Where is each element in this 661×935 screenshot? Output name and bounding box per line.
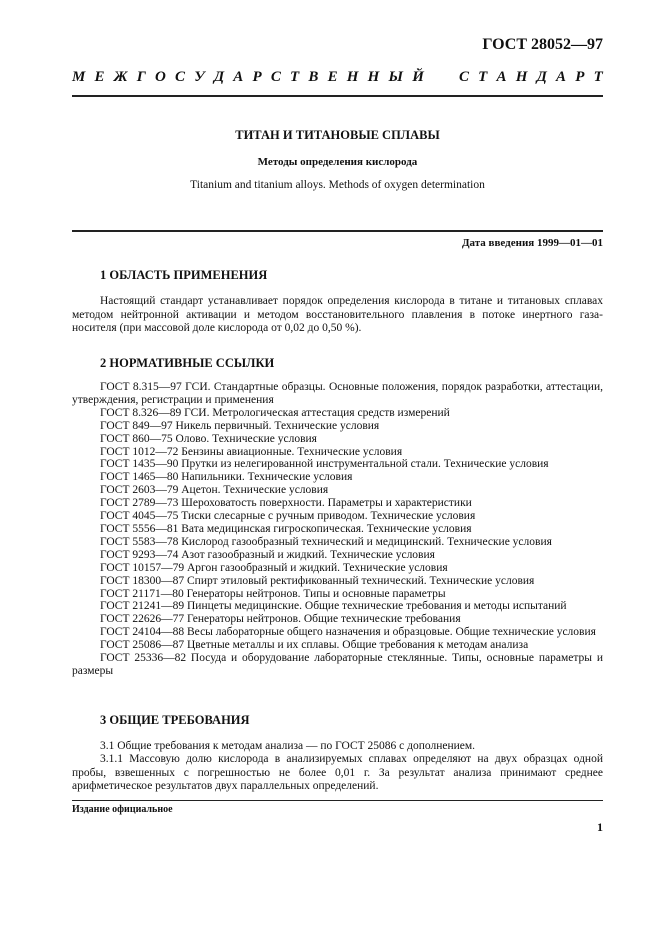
banner-letter: С: [458, 69, 469, 85]
banner-letter: Ы: [388, 69, 404, 85]
introduction-date: Дата введения 1999—01—01: [461, 237, 603, 249]
reference-item: ГОСТ 2789—73 Шероховатость поверхности. Параметры и характеристики: [100, 497, 472, 510]
reference-item: ГОСТ 25086—87 Цветные металлы и их сплавы. Общие требования к методам анализа: [100, 639, 529, 652]
banner-letter: М: [72, 69, 86, 85]
document-subtitle: Методы определения кислорода: [257, 156, 418, 168]
banner-letter: Т: [290, 69, 300, 85]
top-divider: [72, 95, 603, 97]
reference-item: ГОСТ 10157—79 Аргон газообразный и жидкий. Технические условия: [100, 561, 448, 574]
banner-letter: Ж: [113, 69, 128, 85]
reference-item: ГОСТ 4045—75 Тиски слесарные с ручным приводом. Технические условия: [100, 510, 476, 523]
reference-item: ГОСТ 5556—81 Вата медицинская гигроскопическая. Технические условия: [100, 522, 472, 535]
banner-letter: [433, 70, 437, 84]
banner-letter: С: [174, 69, 185, 85]
reference-item: ГОСТ 849—97 Никель первичный. Технические условия: [100, 419, 380, 432]
interstate-standard-banner: [72, 70, 603, 84]
reference-item: ГОСТ 5583—78 Кислород газообразный технический и медицинский. Технические условия: [100, 535, 552, 548]
footer-divider: [72, 800, 603, 801]
reference-item: ГОСТ 18300—87 Спирт этиловый ректификованный технический. Технические условия: [100, 574, 535, 587]
banner-letter: Й: [412, 69, 424, 85]
banner-letter: Е: [94, 69, 105, 85]
reference-item: ГОСТ 2603—79 Ацетон. Технические условия: [100, 484, 329, 497]
banner-letter: [446, 70, 450, 84]
reference-item: ГОСТ 21241—89 Пинцеты медицинские. Общие технические требования и методы испытаний: [100, 600, 567, 613]
banner-letter: Р: [575, 69, 585, 85]
banner-letter: А: [556, 69, 567, 85]
page-number: 1: [597, 820, 603, 834]
banner-letter: Т: [478, 69, 488, 85]
gost-number: ГОСТ 28052—97: [482, 36, 603, 53]
banner-letter: Р: [252, 69, 262, 85]
reference-item: ГОСТ 1012—72 Бензины авиационные. Технические условия: [100, 445, 403, 458]
general-requirements-paragraph: 3.1 Общие требования к методам анализа — по ГОСТ 25086 с дополнением.: [100, 740, 476, 752]
banner-letter: О: [154, 69, 166, 85]
english-title: Titanium and titanium alloys. Methods of oxygen determination: [190, 179, 485, 191]
banner-letter: Н: [346, 69, 359, 85]
reference-item: ГОСТ 860—75 Олово. Технические условия: [100, 432, 317, 445]
reference-item: ГОСТ 24104—88 Весы лабораторные общего назначения и образцовые. Общие технические условия: [100, 626, 596, 639]
banner-letter: В: [308, 69, 319, 85]
banner-letter: С: [270, 69, 281, 85]
reference-item: ГОСТ 1465—80 Напильники. Технические условия: [100, 471, 353, 484]
document-title: ТИТАН И ТИТАНОВЫЕ СПЛАВЫ: [235, 128, 440, 142]
reference-item: ГОСТ 8.326—89 ГСИ. Метрологическая аттестация средств измерений: [100, 406, 450, 419]
references-list: [72, 381, 603, 678]
title-divider: [72, 230, 603, 232]
section-text-scope: Настоящий стандарт устанавливает порядок определения кислорода в титане и титановых сплавах методом нейтронной активации и методом восстановительного плавления в потоке инертного газа-носителя (при массовой доле кислорода от 0,02 до 0,50 %).: [72, 295, 603, 334]
reference-item: ГОСТ 25336—82 Посуда и оборудование лабораторные стеклянные. Типы, основные параметры и размеры: [72, 652, 603, 677]
reference-item: ГОСТ 8.315—97 ГСИ. Стандартные образцы. Основные положения, порядок разработки, аттестации, утверждения, регистрации и применения: [72, 381, 603, 406]
general-requirements-subparagraph: 3.1.1 Массовую долю кислорода в анализируемых сплавах определяют на двух образцах одной пробы, взвешенных с погрешностью не более 0,01 г. За результат анализа принимают среднее арифметическое результатов двух параллельных определений.: [72, 753, 603, 792]
banner-letter: Н: [367, 69, 380, 85]
banner-letter: Е: [327, 69, 338, 85]
banner-letter: Н: [515, 69, 528, 85]
banner-letter: Т: [593, 69, 603, 85]
banner-letter: А: [496, 69, 507, 85]
banner-letter: Д: [213, 69, 225, 85]
banner-letter: Д: [536, 69, 547, 85]
reference-item: ГОСТ 1435—90 Прутки из нелегированной инструментальной стали. Технические условия: [100, 458, 549, 471]
edition-note: Издание официальное: [72, 804, 173, 815]
reference-item: ГОСТ 9293—74 Азот газообразный и жидкий. Технические условия: [100, 548, 435, 561]
section-heading-references: 2 НОРМАТИВНЫЕ ССЫЛКИ: [100, 356, 275, 370]
reference-item: ГОСТ 21171—80 Генераторы нейтронов. Типы и основные параметры: [100, 587, 446, 600]
banner-letter: У: [194, 69, 205, 85]
banner-letter: А: [233, 69, 244, 85]
reference-item: ГОСТ 22626—77 Генераторы нейтронов. Общие технические требования: [100, 613, 461, 626]
banner-letter: Г: [136, 69, 146, 85]
section-heading-scope: 1 ОБЛАСТЬ ПРИМЕНЕНИЯ: [100, 268, 268, 282]
section-heading-general: 3 ОБЩИЕ ТРЕБОВАНИЯ: [100, 713, 250, 727]
